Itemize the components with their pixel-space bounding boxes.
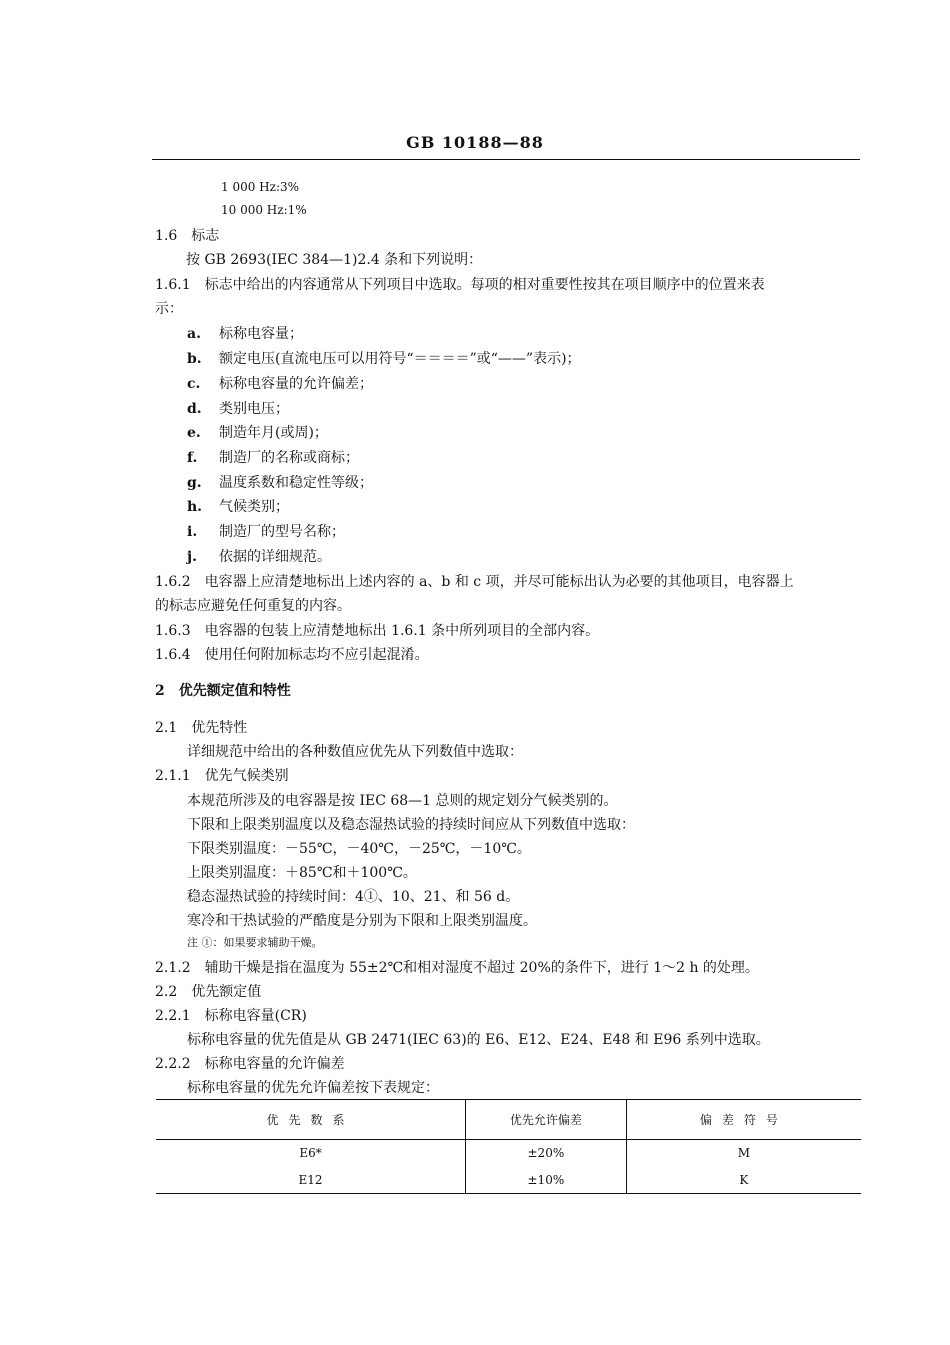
section-2-2-2-heading: 2.2.2 标称电容量的允许偏差: [155, 1056, 345, 1072]
list-item-label: b.: [187, 351, 202, 367]
paragraph: 寒冷和干热试验的严酷度是分别为下限和上限类别温度。: [187, 913, 537, 929]
list-item-text: 标称电容量；: [219, 326, 303, 342]
list-item: [187, 447, 359, 467]
cell-code: M: [626, 1140, 861, 1167]
section-1-6-1-line1: 1.6.1 标志中给出的内容通常从下列项目中选取。每项的相对重要性按其在项目顺序中的位置来表: [155, 277, 765, 293]
table-row: [156, 1167, 861, 1194]
document-header: GB 10188—88: [406, 133, 544, 152]
list-item-label: i.: [187, 524, 198, 540]
list-item: [187, 496, 289, 516]
list-item-label: f.: [187, 450, 198, 466]
cell-code: K: [626, 1167, 861, 1194]
cell-tolerance: ±20%: [466, 1140, 627, 1167]
list-item: [187, 348, 581, 368]
list-item-label: d.: [187, 401, 202, 417]
list-item-text: 额定电压(直流电压可以用符号“＝＝＝＝”或“——”表示)；: [219, 351, 581, 367]
section-2-1-intro: 详细规范中给出的各种数值应优先从下列数值中选取：: [187, 744, 523, 760]
header-tolerance: 优先允许偏差: [466, 1100, 627, 1140]
section-1-6-4: 1.6.4 使用任何附加标志均不应引起混淆。: [155, 647, 429, 663]
cell-series: E6*: [299, 1146, 322, 1161]
list-item: [187, 373, 373, 393]
list-item-text: 制造厂的名称或商标；: [219, 450, 359, 466]
freq-line-2: 10 000 Hz:1%: [221, 203, 307, 217]
section-2-2-1-paragraph: 标称电容量的优先值是从 GB 2471(IEC 63)的 E6、E12、E24、E48 和 E96 系列中选取。: [187, 1032, 770, 1048]
tolerance-table: [156, 1099, 861, 1194]
paragraph: 下限类别温度：－55℃，－40℃，－25℃，－10℃。: [187, 841, 531, 857]
list-item-label: c.: [187, 376, 201, 392]
section-1-6-heading: 1.6 标志: [155, 228, 220, 244]
paragraph: 稳态湿热试验的持续时间：4①、10、21、和 56 d。: [187, 889, 520, 905]
list-item-label: a.: [187, 326, 201, 342]
section-1-6-intro: 按 GB 2693(IEC 384—1)2.4 条和下列说明：: [186, 252, 483, 268]
list-item: [187, 521, 345, 541]
list-item-text: 标称电容量的允许偏差；: [219, 376, 373, 392]
paragraph: 下限和上限类别温度以及稳态湿热试验的持续时间应从下列数值中选取：: [187, 817, 635, 833]
section-1-6-3: 1.6.3 电容器的包装上应清楚地标出 1.6.1 条中所列项目的全部内容。: [155, 623, 600, 639]
list-item-text: 气候类别；: [219, 499, 289, 515]
list-item-label: h.: [187, 499, 203, 515]
paragraph: 上限类别温度：＋85℃和＋100℃。: [187, 865, 417, 881]
section-2-1-heading: 2.1 优先特性: [155, 720, 248, 736]
list-item-text: 依据的详细规范。: [219, 549, 331, 565]
list-item-label: j.: [187, 549, 197, 565]
section-2-2-1-heading: 2.2.1 标称电容量(CR): [155, 1008, 307, 1024]
cell-tolerance: ±10%: [466, 1167, 627, 1194]
header-rule: [152, 159, 860, 160]
list-item: [187, 323, 303, 343]
section-2-1-1-heading: 2.1.1 优先气候类别: [155, 768, 289, 784]
section-2-1-2: 2.1.2 辅助干燥是指在温度为 55±2℃和相对湿度不超过 20%的条件下，进行 1～2 h 的处理。: [155, 960, 759, 976]
section-1-6-2-line1: 1.6.2 电容器上应清楚地标出上述内容的 a、b 和 c 项，并尽可能标出认为必要的其他项目，电容器上: [155, 574, 794, 590]
list-item: [187, 398, 289, 418]
list-item-label: e.: [187, 425, 201, 441]
list-item-label: g.: [187, 475, 202, 491]
list-item-text: 制造年月(或周)；: [219, 425, 328, 441]
paragraph: 本规范所涉及的电容器是按 IEC 68—1 总则的规定划分气候类别的。: [187, 793, 618, 809]
table-header-row: [156, 1100, 861, 1140]
section-2-2-2-paragraph: 标称电容量的优先允许偏差按下表规定：: [187, 1080, 439, 1096]
list-item: [187, 546, 331, 566]
list-item: [187, 422, 328, 442]
header-series: 优先数系: [156, 1100, 466, 1140]
table-row: [156, 1140, 861, 1167]
header-code: 偏差符号: [626, 1100, 861, 1140]
footnote: 注 ①：如果要求辅助干燥。: [187, 936, 323, 949]
section-1-6-2-line2: 的标志应避免任何重复的内容。: [155, 598, 351, 614]
freq-line-1: 1 000 Hz:3%: [221, 180, 300, 194]
list-item-text: 温度系数和稳定性等级；: [219, 475, 373, 491]
list-item-text: 制造厂的型号名称；: [219, 524, 345, 540]
section-2-2-heading: 2.2 优先额定值: [155, 984, 262, 1000]
section-2-heading: 2 优先额定值和特性: [155, 683, 291, 699]
cell-series: E12: [298, 1172, 323, 1187]
section-1-6-1-line2: 示：: [155, 301, 183, 317]
list-item-text: 类别电压；: [219, 401, 289, 417]
list-item: [187, 472, 373, 492]
